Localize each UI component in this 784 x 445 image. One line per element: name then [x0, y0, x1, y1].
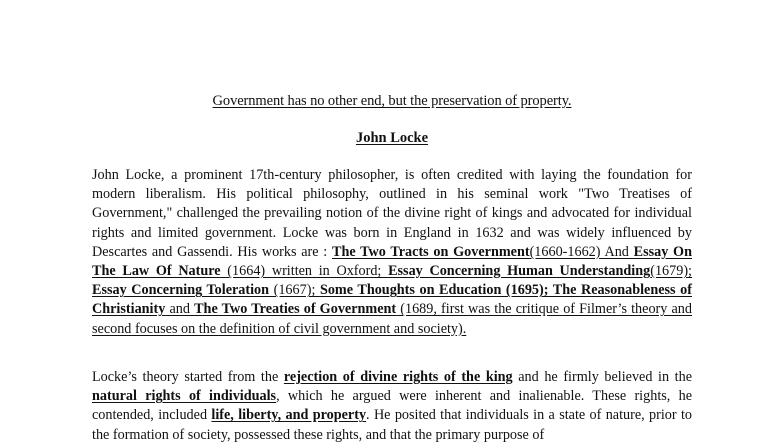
author-heading: John Locke: [355, 130, 429, 146]
paragraph-theory: [92, 368, 692, 445]
work-details: (1689, first was the critique of Filmer’s theory and second focuses on the definition of civil government and society).: [92, 301, 692, 337]
work-title: Essay Concerning Human Understanding: [388, 263, 651, 280]
work-details: (1667);: [269, 282, 320, 299]
paragraph-text: and he firmly believed in the: [512, 369, 692, 385]
work-details: (1664) written in Oxford;: [220, 263, 389, 280]
work-title: The Two Tracts on Government: [331, 243, 530, 260]
paragraph-intro: [92, 166, 692, 339]
paragraph-text: , which he argued were inherent and inalienable. These rights, he contended, included: [92, 388, 692, 424]
work-title: Essay On The Law Of Nature: [92, 243, 692, 280]
work-title: The Two Treaties of Government: [194, 301, 397, 318]
work-title: Some Thoughts on Education (1695); The Reasonableness of Christianity: [92, 282, 692, 318]
work-details: (1679);: [650, 263, 692, 280]
paragraph-text: Locke’s theory started from the: [92, 369, 284, 385]
document-title: Government has no other end, but the preservation of property.: [212, 93, 572, 109]
key-phrase: life, liberty, and property: [211, 407, 367, 424]
work-details: (1660-1662) And: [529, 243, 634, 260]
paragraph-text: John Locke, a prominent 17th-century philosopher, is often credited with laying the foundation for modern liberalism. His political philosophy, outlined in his seminal work "Two Treatises of Government," challenged the prevailing notion of the divine right of kings and advocated for individual rights and limited government. Locke was born in England in 1632 and was widely influenced by Descartes and Gassendi. His works are :: [92, 167, 692, 260]
paragraph-text: . He posited that individuals in a state of nature, prior to the formation of society, possessed these rights, and that the primary purpose of: [92, 407, 692, 443]
work-title: Essay Concerning Toleration: [92, 282, 270, 299]
work-details: and: [165, 301, 195, 318]
key-phrase: rejection of divine rights of the king: [283, 369, 513, 385]
key-phrase: natural rights of individuals: [92, 388, 277, 405]
